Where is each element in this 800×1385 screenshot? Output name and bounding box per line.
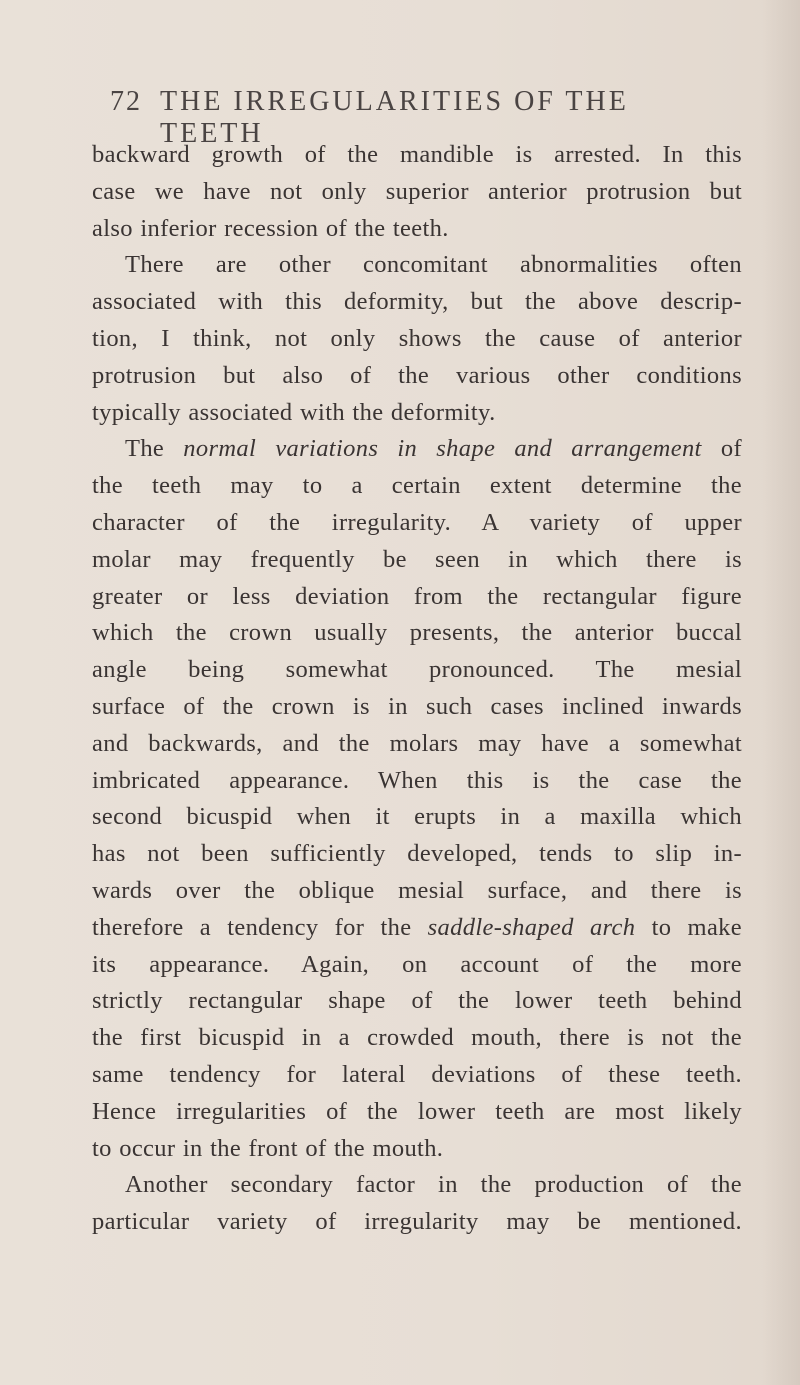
italic-phrase: normal variations in shape and arrangement [183, 435, 702, 463]
text-line: angle being somewhat pronounced. The mesial [92, 656, 742, 684]
text-line: imbricated appearance. When this is the case the [92, 766, 742, 794]
text-line: and backwards, and the molars may have a somewhat [92, 729, 742, 757]
text-line: character of the irregularity. A variety of upper [92, 508, 742, 536]
text-line: backward growth of the mandible is arrested. In this [92, 141, 742, 168]
text-line: which the crown usually presents, the anterior buccal [92, 619, 742, 647]
text-run: The [125, 435, 184, 463]
text-line [92, 910, 742, 947]
text-line: wards over the oblique mesial surface, and there is [92, 876, 742, 904]
text-line: has not been sufficiently developed, tends to slip in- [92, 840, 742, 868]
text-line: strictly rectangular shape of the lower teeth behind [92, 987, 742, 1015]
text-run: therefore a tendency for the [92, 913, 428, 941]
text-line: same tendency for lateral deviations of these teeth. [92, 1060, 742, 1088]
text-line [92, 431, 742, 468]
text-line: its appearance. Again, on account of the more [92, 950, 742, 978]
text-line: also inferior recession of the teeth. [92, 214, 449, 242]
text-run: of [701, 435, 742, 463]
page-edge-shadow [762, 0, 800, 1385]
text-line: tion, I think, not only shows the cause of anterior [92, 324, 742, 352]
text-line: case we have not only superior anterior protrusion but [92, 177, 742, 205]
text-line: the first bicuspid in a crowded mouth, there is not the [92, 1024, 742, 1052]
text-line: typically associated with the deformity. [92, 398, 496, 426]
text-line: There are other concomitant abnormalities often [125, 251, 742, 279]
text-line: particular variety of irregularity may be mentioned. [92, 1208, 742, 1236]
text-line: second bicuspid when it erupts in a maxilla which [92, 803, 742, 831]
running-title: THE IRREGULARITIES OF THE TEETH [160, 86, 629, 149]
text-run: to make [635, 913, 742, 941]
text-line: Hence irregularities of the lower teeth are most likely [92, 1097, 742, 1125]
page-number: 72 [110, 86, 142, 117]
text-line: the teeth may to a certain extent determine the [92, 472, 742, 500]
text-line: molar may frequently be seen in which there is [92, 545, 742, 573]
text-line: surface of the crown is in such cases inclined inwards [92, 692, 742, 720]
italic-phrase: saddle-shaped arch [427, 913, 636, 941]
text-line: Another secondary factor in the production of the [125, 1171, 742, 1199]
text-line: associated with this deformity, but the above descrip- [92, 288, 742, 316]
body-text [92, 137, 742, 1241]
text-line: to occur in the front of the mouth. [92, 1134, 444, 1162]
text-line: protrusion but also of the various other conditions [92, 361, 742, 389]
text-line: greater or less deviation from the rectangular figure [92, 582, 742, 610]
